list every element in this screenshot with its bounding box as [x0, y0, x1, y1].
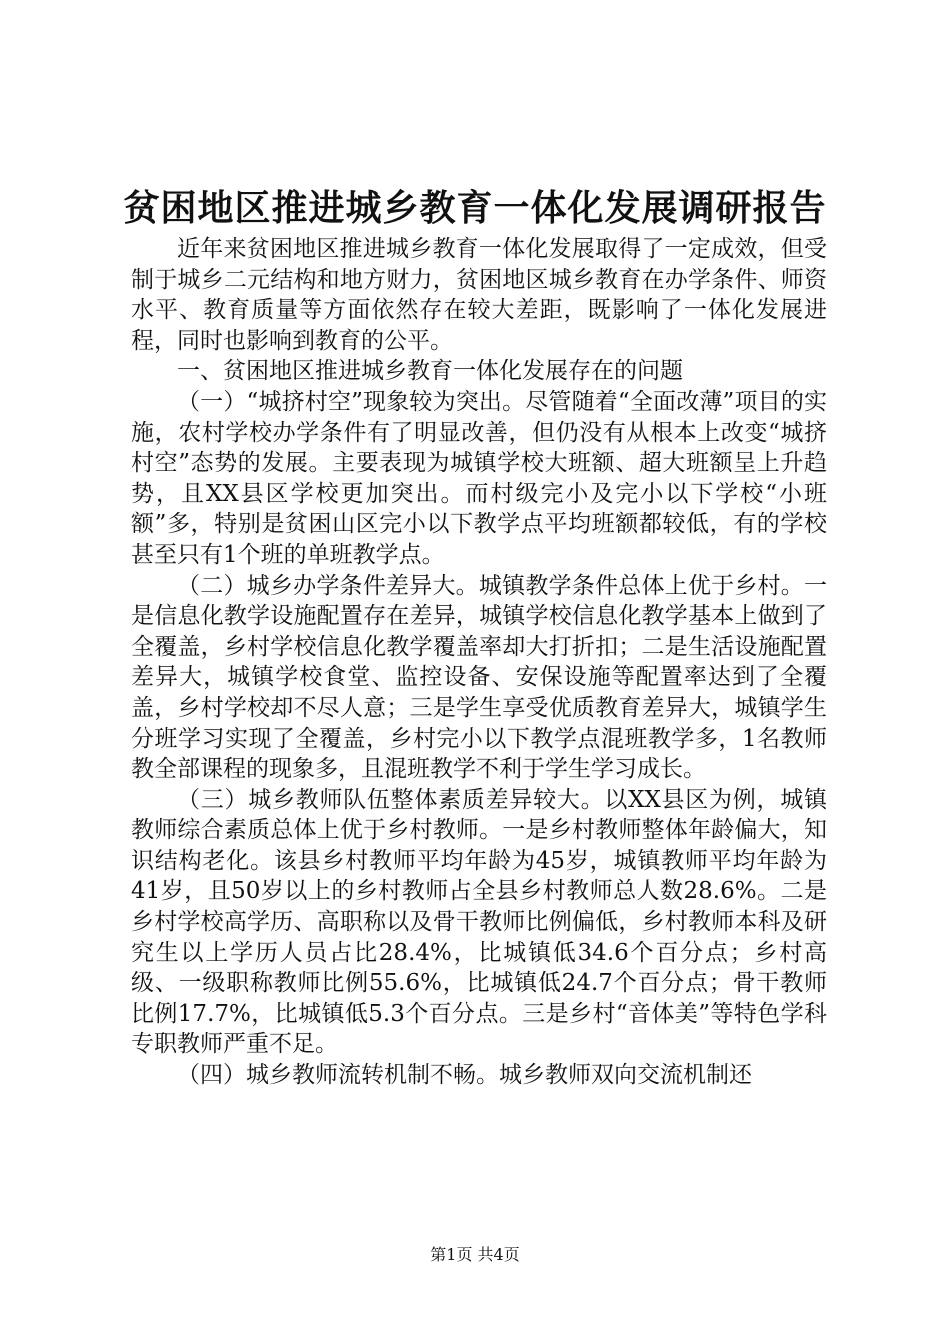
- paragraph-item-1: （一）“城挤村空”现象较为突出。尽管随着“全面改薄”项目的实施，农村学校办学条件有了明显改善，但仍没有从根本上改变“城挤村空”态势的发展。主要表现为城镇学校大班额、超大班额呈上升趋势，且XX县区学校更加突出。而村级完小及完小以下学校“小班额”多，特别是贫困山区完小以下教学点平均班额都较低，有的学校甚至只有1个班的单班教学点。: [131, 388, 827, 568]
- document-title: 贫困地区推进城乡教育一体化发展调研报告: [123, 187, 827, 229]
- document-body: [131, 234, 827, 1091]
- section-heading-problems: 一、贫困地区推进城乡教育一体化发展存在的问题: [177, 358, 683, 385]
- intro-paragraph: 近年来贫困地区推进城乡教育一体化发展取得了一定成效，但受制于城乡二元结构和地方财力，贫困地区城乡教育在办学条件、师资水平、教育质量等方面依然存在较大差距，既影响了一体化发展进程，同时也影响到教育的公平。: [131, 236, 827, 354]
- paragraph-item-2: （二）城乡办学条件差异大。城镇教学条件总体上优于乡村。一是信息化教学设施配置存在差异，城镇学校信息化教学基本上做到了全覆盖，乡村学校信息化教学覆盖率却大打折扣；二是生活设施配置差异大，城镇学校食堂、监控设备、安保设施等配置率达到了全覆盖，乡村学校却不尽人意；三是学生享受优质教育差异大，城镇学生分班学习实现了全覆盖，乡村完小以下教学点混班教学多，1名教师教全部课程的现象多，且混班教学不利于学生学习成长。: [131, 572, 827, 783]
- paragraph-item-4: （四）城乡教师流转机制不畅。城乡教师双向交流机制还: [177, 1062, 752, 1089]
- paragraph-item-3: （三）城乡教师队伍整体素质差异较大。以XX县区为例，城镇教师综合素质总体上优于乡村教师。一是乡村教师整体年龄偏大，知识结构老化。该县乡村教师平均年龄为45岁，城镇教师平均年龄为41岁，且50岁以上的乡村教师占全县乡村教师总人数28.6%。二是乡村学校高学历、高职称以及骨干教师比例偏低，乡村教师本科及研究生以上学历人员占比28.4%，比城镇低34.6个百分点；乡村高级、一级职称教师比例55.6%，比城镇低24.7个百分点；骨干教师比例17.7%，比城镇低5.3个百分点。三是乡村“音体美”等特色学科专职教师严重不足。: [131, 786, 827, 1058]
- page-footer: 第1页 共4页: [430, 1245, 520, 1264]
